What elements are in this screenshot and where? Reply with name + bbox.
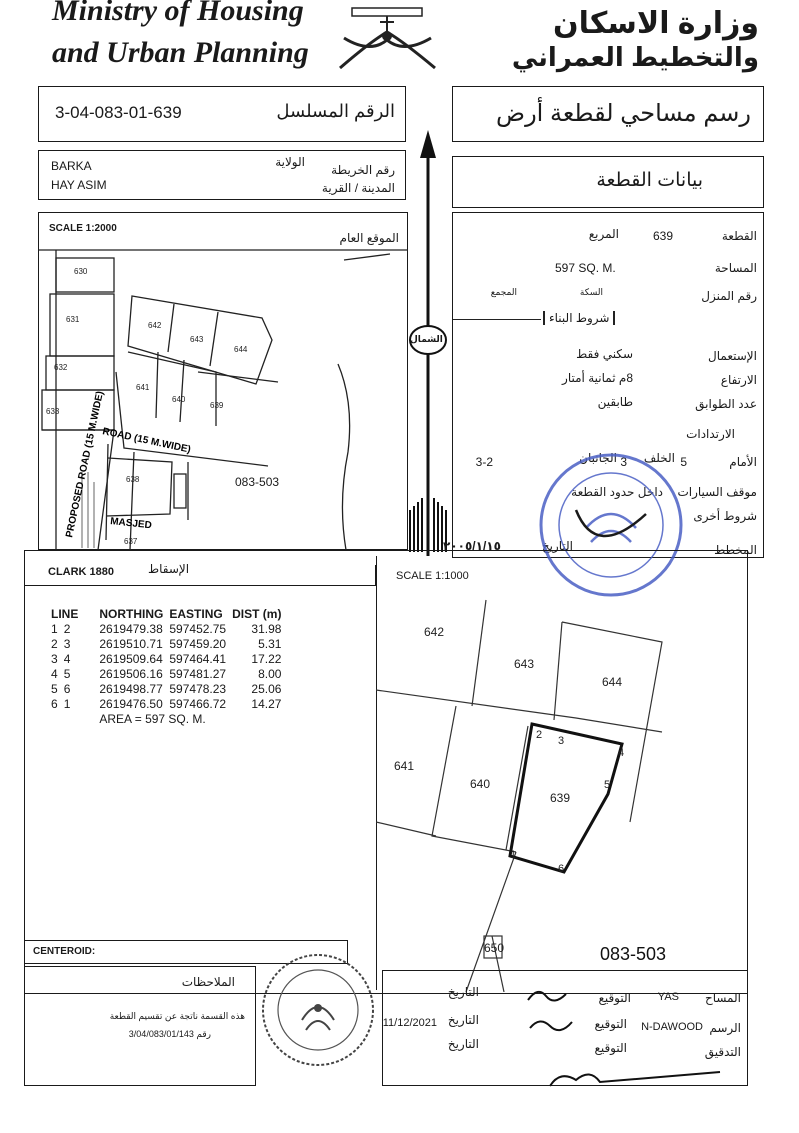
row-to: 2 [63,622,71,636]
vertex-4: 4 [618,747,625,759]
detail-plot-644: 644 [602,675,623,689]
vertex-3: 3 [558,735,565,747]
row-easting: 597466.72 [169,697,227,711]
drafter-signature-label: التوقيع [594,1017,627,1031]
location-proposed-road-label: PROPOSED ROAD (15 M.WIDE) [64,390,107,539]
row-northing: 2619506.16 [99,667,163,681]
location-plot-644: 644 [234,345,248,354]
area-row [48,712,284,727]
checker-date-label: التاريخ [447,1037,479,1051]
surveyor-date-label: التاريخ [447,985,479,999]
row-northing: 2619510.71 [99,637,163,651]
detail-plot-643: 643 [514,657,535,671]
row-to: 6 [63,682,71,696]
square-label: المربع [588,227,619,241]
row-dist: 14.27 [251,697,282,711]
row-easting: 597464.41 [169,652,227,666]
row-from: 3 [51,652,58,666]
row-easting: 597481.27 [169,667,227,681]
front-value: 5 [680,455,687,469]
row-to: 5 [63,667,71,681]
row-easting: 597478.23 [169,682,227,696]
location-box [38,150,406,200]
area-total: AREA = 597 SQ. M. [99,712,206,726]
vertex-1: 1 [510,849,517,861]
sides-value: 3-2 [475,455,493,469]
sides-label: الجانبان [579,451,617,465]
row-dist: 8.00 [258,667,282,681]
location-plot-630: 630 [74,267,88,276]
table-row [48,667,284,682]
location-plot-643: 643 [190,335,204,344]
row-northing: 2619509.64 [99,652,163,666]
vertex-2: 2 [536,729,543,741]
town-value: HAY ASIM [51,178,107,192]
ministry-name-en-line1: Ministry of Housing [52,0,304,27]
wilayat-label: الولاية [275,155,305,169]
back-label: الخلف [643,451,675,465]
building-conditions-rule [453,319,541,320]
table-row [48,637,284,652]
general-map-scale: SCALE 1:2000 [49,223,117,234]
row-from: 5 [51,682,58,696]
location-plot-642: 642 [148,321,162,330]
location-road-label: ROAD (15 M.WIDE) [101,426,192,456]
plan-label: المخطط [714,543,757,557]
row-to: 4 [63,652,71,666]
handwritten-signature-icon [520,976,740,1096]
plan-date-label: التاريخ [541,539,573,553]
town-label: المدينة / القرية [321,181,395,195]
checker-signature-label: التوقيع [594,1041,627,1055]
location-map-drawing [38,212,408,550]
north-label: الشمال [410,334,443,344]
street-label: السكة [579,287,603,297]
centroid-label: CENTEROID: [33,946,96,957]
table-row [48,697,284,712]
area-value: 597 SQ. M. [555,261,616,275]
detail-plot-640: 640 [470,777,491,791]
notes-title: الملاحظات [181,975,235,989]
detail-plot-639: 639 [550,791,571,805]
row-northing: 2619498.77 [99,682,163,696]
location-plot-633: 633 [46,407,60,416]
vertex-6: 6 [558,863,565,875]
detail-map-ref: 083-503 [600,944,667,964]
height-value: 8م ثمانية أمتار [562,371,633,385]
table-row [48,622,284,637]
checker-label: التدقيق [704,1045,741,1059]
detail-plot-641: 641 [394,759,415,773]
notes-box [24,966,256,1086]
back-value: 3 [620,455,627,469]
detail-map-scale: SCALE 1:1000 [396,570,469,582]
surveyor-value: YAS [657,991,679,1003]
wilayat-value: BARKA [51,159,92,173]
row-from: 6 [51,697,58,711]
ministry-name-ar-line2: والتخطيط العمراني [511,42,759,72]
row-from: 2 [51,637,58,651]
ministry-name-ar-line1: وزارة الاسكان [553,7,759,40]
house-number-label: رقم المنزل [701,289,757,303]
drafter-value: N-DAWOOD [641,1021,703,1033]
plan-date-value: ٢٠٠٥/١/١٥ [443,539,501,553]
header-dist: DIST (m) [232,607,282,621]
row-dist: 31.98 [251,622,282,636]
parking-value: داخل حدود القطعة [571,485,663,499]
header-northing: NORTHING [99,607,164,621]
row-to: 1 [63,697,71,711]
serial-number-value: 3-04-083-01-639 [55,103,182,122]
row-to: 3 [63,637,71,651]
table-row [48,652,284,667]
location-plot-641: 641 [136,383,150,392]
floors-label: عدد الطوابق [695,397,757,411]
header-easting: EASTING [169,607,223,621]
coordinates-table [48,607,284,727]
location-plot-631: 631 [66,315,80,324]
drafter-date-value: 11/12/2021 [382,1017,437,1029]
row-northing: 2619476.50 [99,697,163,711]
drafter-label: الرسم [709,1021,741,1035]
row-from: 1 [51,622,58,636]
row-easting: 597459.20 [169,637,227,651]
row-northing: 2619479.38 [99,622,163,636]
front-label: الأمام [729,455,757,469]
projection-label: الإسقاط [148,562,190,576]
document-title-box [452,86,764,142]
coordinates-header-row [48,607,284,622]
location-plot-637: 637 [124,537,138,546]
row-from: 4 [51,667,58,681]
serial-number-label: الرقم المسلسل [276,101,395,121]
location-masjed-label: MASJED [109,516,153,532]
notes-line1: هذه القسمة ناتجة عن تقسيم القطعة [109,1011,245,1021]
general-map-ref: 083-503 [235,475,280,489]
plot-value: 639 [653,229,674,243]
location-plot-639: 639 [210,401,224,410]
surveyor-label: المساح [704,991,741,1005]
area-label: المساحة [714,261,757,275]
row-dist: 5.31 [258,637,282,651]
complex-label: المجمع [490,287,517,297]
parking-label: موقف السيارات [677,485,757,499]
use-value: سكني فقط [576,347,633,361]
row-easting: 597452.75 [169,622,227,636]
setbacks-label: الارتدادات [686,427,735,441]
detail-plot-650: 650 [484,941,505,955]
header-line: LINE [51,607,79,621]
use-label: الإستعمال [708,349,757,363]
plot-section-title-box [452,156,764,208]
table-row [48,682,284,697]
special-conditions-label: شروط أخرى [693,509,757,523]
detail-plot-642: 642 [424,625,445,639]
detail-plot-map [376,596,748,992]
drafter-date-label: التاريخ [447,1013,479,1027]
serial-number-box [38,86,406,142]
official-seal-icon [258,950,378,1070]
oman-emblem-icon [330,2,445,74]
location-plot-640: 640 [172,395,186,404]
document-title: رسم مساحي لقطعة أرض [496,100,751,127]
floors-value: طابقين [597,395,633,409]
row-dist: 25.06 [251,682,282,696]
ministry-name-en-line2: and Urban Planning [52,36,309,69]
building-conditions-title: شروط البناء [543,311,615,325]
plot-label: القطعة [721,229,757,243]
notes-line2: رقم 3/04/083/01/143 [128,1029,211,1039]
projection-value: CLARK 1880 [48,566,115,578]
location-plot-632: 632 [54,363,68,372]
surveyor-signature-label: التوقيع [598,991,631,1005]
row-dist: 17.22 [251,652,282,666]
plot-section-title: بيانات القطعة [596,170,703,191]
map-number-label: رقم الخريطة [331,163,395,177]
general-map-title: الموقع العام [339,231,399,245]
height-label: الارتفاع [720,373,757,387]
location-plot-638: 638 [126,475,140,484]
vertex-5: 5 [604,779,611,791]
